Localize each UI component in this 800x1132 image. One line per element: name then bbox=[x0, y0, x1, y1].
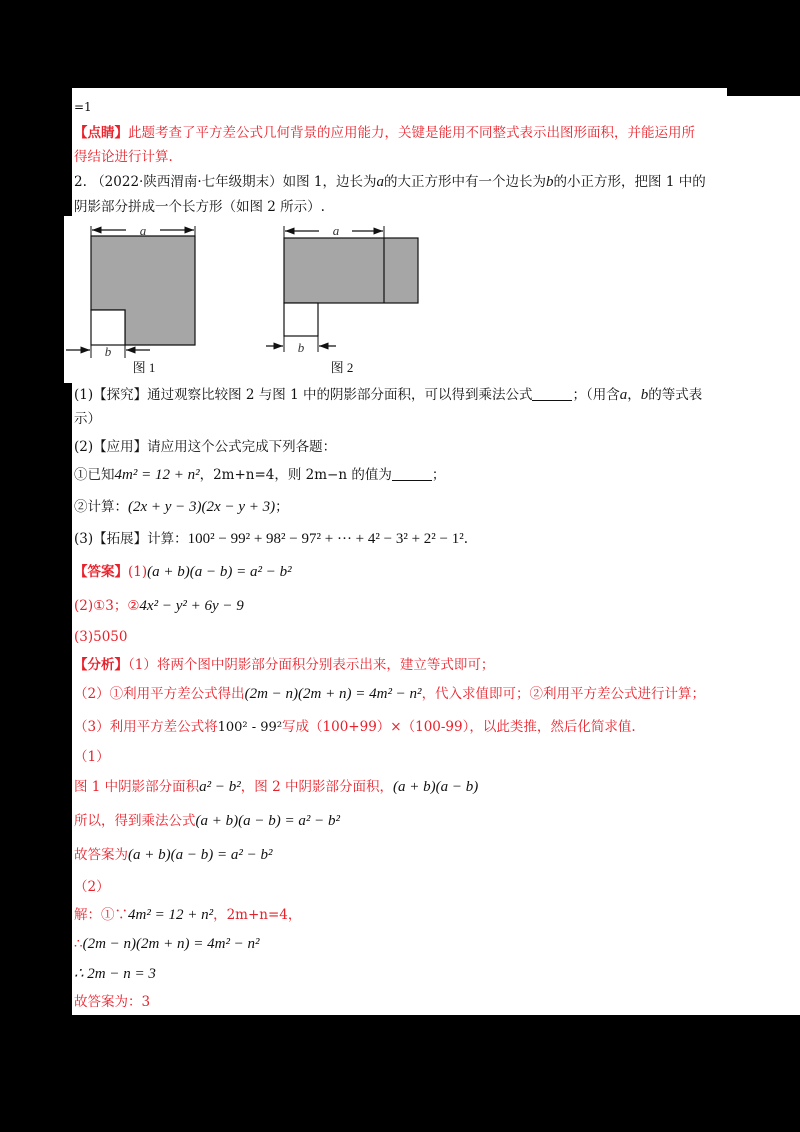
q1-prefix: ①已知 bbox=[74, 467, 115, 483]
dianjing-text-1: 此题考查了平方差公式几何背景的应用能力，关键是能用不同整式表示出图形面积，并能运用所 bbox=[128, 125, 695, 141]
part1-tail: 的等式表 bbox=[648, 387, 703, 403]
q2-expression: (2x + y − 3)(2x − y + 3) bbox=[128, 499, 276, 515]
fig1-label-b: b bbox=[104, 344, 112, 359]
answer-line-1 bbox=[74, 563, 292, 581]
separator: ， bbox=[627, 387, 641, 403]
part3-line bbox=[74, 530, 468, 548]
dianjing-line-2: 得结论进行计算. bbox=[74, 149, 173, 165]
solution-1-formula-3: (a + b)(a − b) = a² − b² bbox=[195, 813, 340, 829]
dianjing-line-1 bbox=[74, 124, 695, 142]
analysis-2-prefix: （2）①利用平方差公式得出 bbox=[74, 686, 245, 702]
solution-2-heading: （2） bbox=[74, 879, 110, 895]
figure-2 bbox=[266, 223, 418, 375]
part1-line-1 bbox=[74, 386, 702, 404]
solution-2-line-3: ∴ 2m − n = 3 bbox=[74, 966, 156, 982]
answer-2-formula: 4x² − y² + 6y − 9 bbox=[139, 598, 244, 614]
part1-line-2: 示） bbox=[74, 411, 101, 427]
part3-tail: . bbox=[463, 531, 469, 547]
part2-line bbox=[74, 438, 336, 456]
solution-2-line-2 bbox=[74, 935, 260, 953]
analysis-tag: 【分析】 bbox=[74, 657, 128, 673]
analysis-text-1: （1）将两个图中阴影部分面积分别表示出来，建立等式即可； bbox=[128, 657, 495, 673]
fig2-caption: 图 2 bbox=[330, 360, 354, 375]
question-number: 2. bbox=[74, 174, 87, 190]
solution-1-text: 图 1 中阴影部分面积 bbox=[74, 779, 200, 795]
fig2-label-a: a bbox=[332, 223, 340, 238]
part2-q1 bbox=[74, 466, 445, 484]
q1-equation: 4m² = 12 + n² bbox=[114, 467, 200, 483]
analysis-3-tail: 写成（100+99）×（100-99），以此类推，然后化简求值. bbox=[282, 719, 636, 735]
answer-line-2 bbox=[74, 597, 244, 615]
var-a: a bbox=[376, 174, 385, 190]
figures-diagram bbox=[64, 216, 444, 383]
q2-tail: ； bbox=[275, 499, 289, 515]
solution-1-line-1 bbox=[74, 778, 478, 796]
fig1-caption: 图 1 bbox=[132, 360, 156, 375]
question-source: （2022·陕西渭南·七年级期末） bbox=[91, 174, 283, 190]
solution-1-formula-4: (a + b)(a − b) = a² − b² bbox=[128, 847, 273, 863]
answer-blank-2[interactable] bbox=[392, 468, 432, 481]
var-b: b bbox=[546, 174, 554, 190]
solution-2-prefix: 解：①∵ bbox=[74, 907, 128, 923]
fig1-label-a: a bbox=[139, 223, 147, 238]
analysis-3-prefix: （3）利用平方差公式将 bbox=[74, 719, 218, 735]
question-text-2: 的大正方形中有一个边长为 bbox=[384, 174, 547, 190]
therefore-symbol: ∴ bbox=[74, 936, 83, 952]
analysis-2-formula: (2m − n)(2m + n) = 4m² − n² bbox=[244, 686, 422, 702]
part1-after-blank: ；（用含 bbox=[572, 387, 620, 403]
question-text-3: 的小正方形，把图 1 中的 bbox=[553, 174, 706, 190]
part3-prefix: (3)【拓展】 bbox=[74, 531, 148, 547]
solution-2-line-4: 故答案为：3 bbox=[74, 994, 151, 1010]
solution-1-mid: ，图 2 中阴影部分面积， bbox=[240, 779, 393, 795]
var-b: b bbox=[640, 387, 649, 403]
analysis-line-1 bbox=[74, 656, 494, 674]
solution-2-line-1 bbox=[74, 906, 301, 924]
part2-prefix: (2)【应用】 bbox=[74, 439, 148, 455]
solution-1-formula-2: (a + b)(a − b) bbox=[392, 779, 479, 795]
solution-2-tail: ，2m+n=4， bbox=[213, 907, 302, 923]
q1-text: ，2m+n=4，则 2m−n 的值为 bbox=[199, 467, 392, 483]
analysis-line-3 bbox=[74, 718, 636, 737]
solution-1-line-2 bbox=[74, 812, 340, 830]
dianjing-tag: 【点睛】 bbox=[74, 125, 128, 141]
q2-prefix: ②计算： bbox=[74, 499, 128, 515]
part3-text: 计算： bbox=[147, 531, 188, 547]
answer-1-prefix: (1) bbox=[128, 564, 148, 580]
analysis-2-tail: ，代入求值即可；②利用平方差公式进行计算； bbox=[421, 686, 706, 702]
solution-1-line-2-text: 所以，得到乘法公式 bbox=[74, 813, 196, 829]
fig2-label-b: b bbox=[297, 340, 305, 355]
solution-1-line-3-text: 故答案为 bbox=[74, 847, 128, 863]
answer-line-3: (3)5050 bbox=[74, 629, 128, 645]
question-line-1 bbox=[74, 173, 706, 191]
figure-1 bbox=[66, 223, 195, 375]
q1-tail: ； bbox=[431, 467, 446, 483]
solution-2-formula-1: 4m² = 12 + n² bbox=[128, 907, 214, 923]
solution-1-formula-1: a² − b² bbox=[199, 779, 241, 795]
part2-text: 请应用这个公式完成下列各题： bbox=[147, 439, 337, 455]
analysis-3-formula: 100² - 99² bbox=[217, 720, 283, 735]
question-text-1: 如图 1，边长为 bbox=[282, 174, 377, 190]
solution-1-heading: （1） bbox=[74, 749, 110, 765]
answer-1-formula: (a + b)(a − b) = a² − b² bbox=[147, 564, 292, 580]
question-line-2: 阴影部分拼成一个长方形（如图 2 所示）. bbox=[74, 199, 325, 215]
solution-2-formula-2: (2m − n)(2m + n) = 4m² − n² bbox=[82, 936, 260, 952]
var-a: a bbox=[619, 387, 628, 403]
answer-tag: 【答案】 bbox=[74, 564, 128, 580]
part1-prefix: (1)【探究】 bbox=[74, 387, 148, 403]
part1-text: 通过观察比较图 2 与图 1 中的阴影部分面积，可以得到乘法公式 bbox=[147, 387, 533, 403]
part2-q2 bbox=[74, 498, 289, 516]
analysis-line-2 bbox=[74, 685, 705, 703]
solution-1-line-3 bbox=[74, 846, 272, 864]
answer-2-prefix: (2)①3；② bbox=[74, 598, 140, 614]
part3-expression: 100² − 99² + 98² − 97² + ··· + 4² − 3² + 2² − 1² bbox=[187, 531, 464, 547]
previous-answer-tail: =1 bbox=[74, 100, 92, 114]
answer-blank-1[interactable] bbox=[532, 388, 572, 401]
